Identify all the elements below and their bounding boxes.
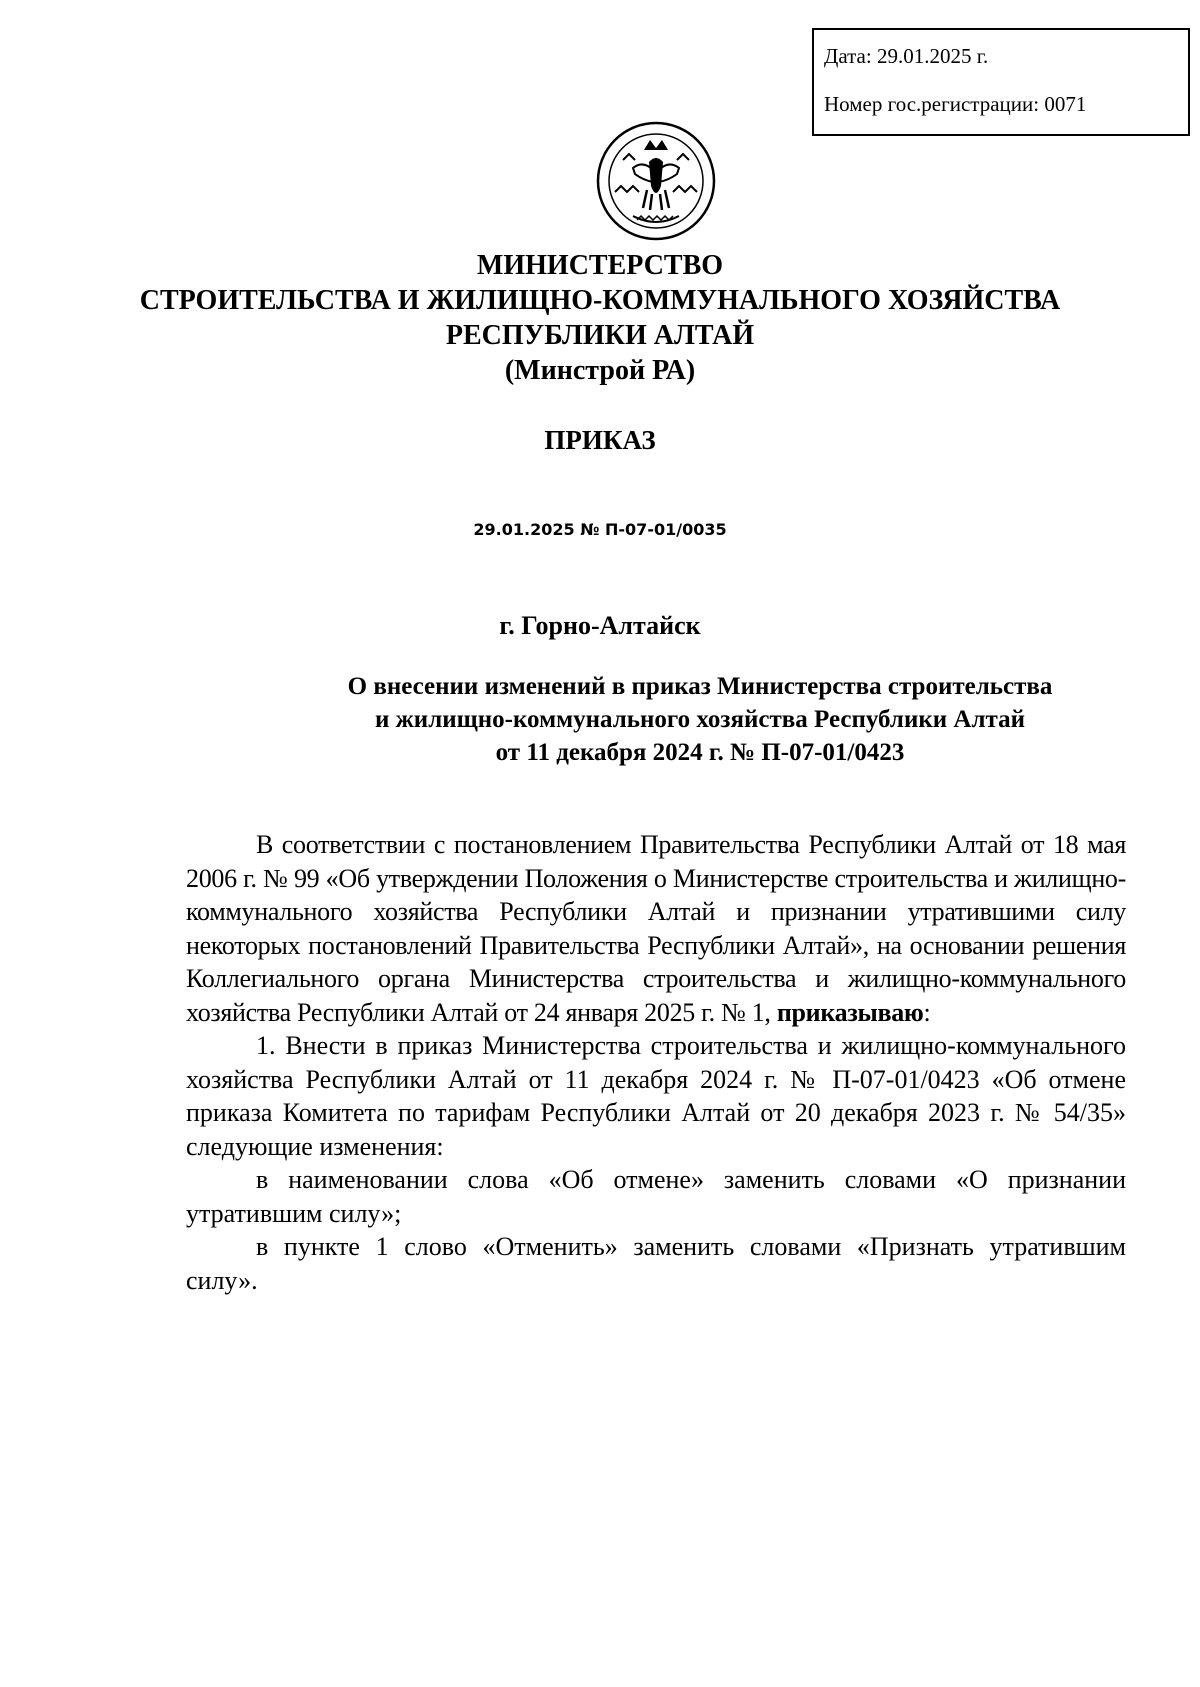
ministry-heading <box>0 248 1200 388</box>
paragraph-preamble: В соответствии с постановлением Правительства Республики Алтай от 18 мая 2006 г. № 99 «Об утверждении Положения о Министерстве строительства и жилищно-коммунального хозяйства Республики Алтай и признании утратившими силу некоторых постановлений Правительства Республики Алтай», на основании решения Коллегиального органа Министерства строительства и жилищно-коммунального хозяйства Республики Алтай от 24 января 2025 г. № 1, приказываю: <box>186 830 1126 1027</box>
paragraph-change-2: в пункте 1 слово «Отменить» заменить словами «Признать утратившим силу». <box>186 1232 1126 1295</box>
ministry-line-1: МИНИСТЕРСТВО <box>476 250 724 281</box>
subject-line-1: О внесении изменений в приказ Министерства строительства <box>347 673 1053 700</box>
document-subject <box>300 670 1100 769</box>
ministry-short-name: (Минстрой РА) <box>504 355 696 386</box>
document-type: ПРИКАЗ <box>544 425 656 455</box>
registration-number: Номер гос.регистрации: 0071 <box>824 92 1087 116</box>
document-city: г. Горно-Алтайск <box>499 611 701 640</box>
subject-line-3: от 11 декабря 2024 г. № П-07-01/0423 <box>495 739 905 766</box>
registration-date: Дата: 29.01.2025 г. <box>824 44 989 68</box>
subject-line-2: и жилищно-коммунального хозяйства Республики Алтай <box>375 706 1025 733</box>
coat-of-arms-icon <box>595 120 717 242</box>
registration-stamp <box>812 28 1190 136</box>
document-number: 29.01.2025 № П-07-01/0035 <box>473 520 727 539</box>
ministry-line-2: СТРОИТЕЛЬСТВА И ЖИЛИЩНО-КОММУНАЛЬНОГО ХОЗЯЙСТВА <box>139 285 1061 316</box>
paragraph-change-1: в наименовании слова «Об отмене» заменить словами «О признании утратившим силу»; <box>186 1165 1126 1228</box>
paragraph-item-1: 1. Внести в приказ Министерства строительства и жилищно-коммунального хозяйства Республики Алтай от 11 декабря 2024 г. № П-07-01/0423 «Об отмене приказа Комитета по тарифам Республики Алтай от 20 декабря 2023 г. № 54/35» следующие изменения: <box>186 1031 1126 1161</box>
order-keyword: приказываю <box>776 997 924 1027</box>
document-body <box>186 828 1126 1297</box>
ministry-line-3: РЕСПУБЛИКИ АЛТАЙ <box>445 320 755 351</box>
